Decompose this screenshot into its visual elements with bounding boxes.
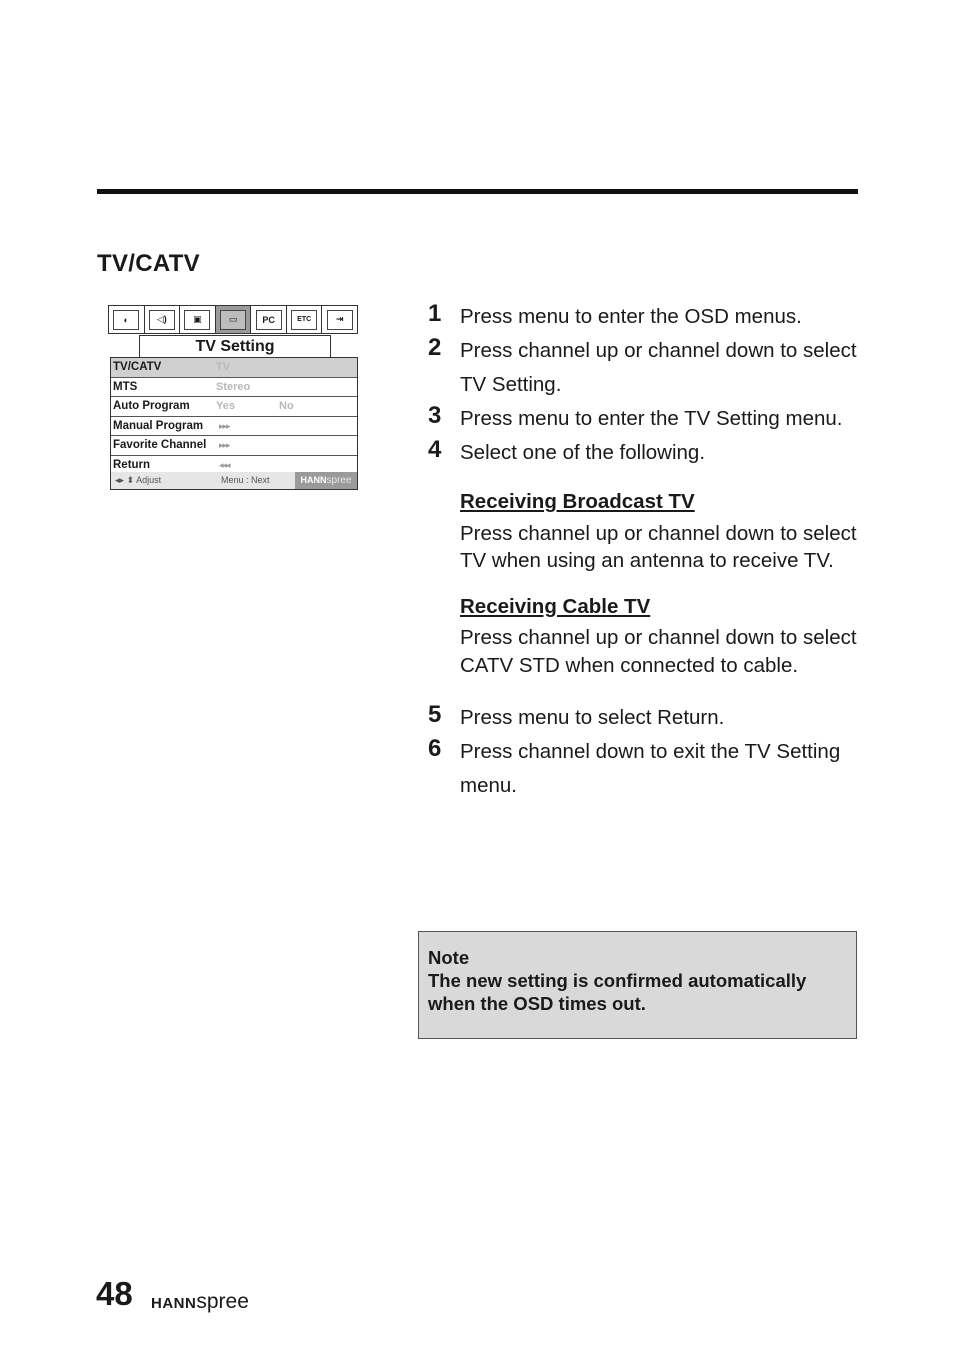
broadcast-section (460, 488, 858, 575)
osd-footer-adjust: ◂▸ ⬍ Adjust (115, 475, 162, 485)
page-number: 48 (96, 1275, 133, 1312)
picture-icon: ▣ (184, 310, 210, 330)
osd-icon-brightness (109, 306, 145, 333)
step-number: 3 (428, 402, 442, 429)
osd-icon-tv (216, 306, 252, 333)
osd-footer (111, 472, 357, 489)
note-title: Note (428, 947, 470, 968)
osd-tab-title: TV Setting (139, 335, 331, 357)
osd-menu-illustration (108, 305, 358, 490)
osd-row-label: Auto Program (113, 400, 190, 412)
audio-icon: ◁) (149, 310, 175, 330)
tv-icon: ▭ (220, 310, 246, 330)
osd-row-value-no: No (279, 400, 294, 412)
back-arrows-icon: ◂◂◂ (219, 459, 230, 470)
osd-icon-audio (145, 306, 181, 333)
osd-brand-bold: HANN (300, 475, 327, 485)
section-title: TV/CATV (97, 250, 200, 277)
osd-row-label: TV/CATV (113, 361, 162, 373)
step-text: Select one of the following. (460, 441, 706, 464)
osd-footer-menu: Menu : Next (221, 475, 270, 485)
osd-row-label: Favorite Channel (113, 439, 207, 451)
brightness-icon: ◐ (113, 310, 139, 330)
osd-icon-exit (322, 306, 357, 333)
osd-row-manual-program (111, 417, 357, 437)
cable-section (460, 593, 858, 680)
step-6 (428, 735, 858, 803)
osd-row-value: Stereo (216, 380, 251, 393)
steps-list (428, 300, 858, 803)
step-number: 1 (428, 300, 442, 327)
note-box (418, 931, 857, 1039)
step-4 (428, 436, 858, 470)
exit-icon: ⇥ (327, 310, 353, 330)
osd-row-label: MTS (113, 380, 138, 393)
osd-row-auto-program (111, 397, 357, 417)
forward-arrows-icon: ▸▸▸ (219, 420, 230, 431)
step-text: Press menu to enter the OSD menus. (460, 305, 802, 328)
broadcast-text: Press channel up or channel down to select TV when using an antenna to receive TV. (460, 521, 857, 572)
osd-row-value-yes: Yes (216, 400, 235, 412)
brand-light: spree (196, 1290, 249, 1313)
osd-row-label: Manual Program (113, 419, 204, 432)
osd-icon-bar (108, 305, 358, 334)
cable-text: Press channel up or channel down to select CATV STD when connected to cable. (460, 626, 857, 677)
footer-brand-logo (151, 1290, 249, 1314)
cable-heading: Receiving Cable TV (460, 594, 651, 618)
top-rule (97, 189, 858, 194)
osd-brand-light: spree (326, 475, 352, 486)
step-number: 4 (428, 436, 442, 463)
osd-panel (110, 357, 358, 490)
osd-footer-brand (295, 472, 357, 489)
step-text: Press menu to select Return. (460, 706, 725, 729)
osd-row-favorite-channel (111, 436, 357, 456)
osd-icon-pc (251, 306, 287, 333)
step-number: 2 (428, 334, 442, 361)
note-text: The new setting is confirmed automatically when the OSD times out. (428, 970, 807, 1014)
broadcast-heading: Receiving Broadcast TV (460, 490, 695, 513)
step-number: 5 (428, 701, 442, 728)
osd-row-mts (111, 378, 357, 398)
osd-icon-etc (287, 306, 323, 333)
step-text: Press channel up or channel down to select TV Setting. (460, 339, 857, 396)
brand-bold: HANN (151, 1295, 197, 1312)
step-text: Press menu to enter the TV Setting menu. (460, 407, 843, 430)
step-5 (428, 701, 858, 735)
step-text: Press channel down to exit the TV Setting menu. (460, 740, 841, 797)
osd-row-tvcatv (111, 358, 357, 378)
osd-row-value: TV (216, 361, 231, 373)
etc-icon: ETC (291, 310, 317, 330)
step-number: 6 (428, 735, 442, 762)
step-2 (428, 334, 858, 402)
step-1 (428, 300, 858, 334)
pc-icon: PC (256, 310, 282, 330)
forward-arrows-icon: ▸▸▸ (219, 440, 230, 450)
osd-row-label: Return (113, 458, 151, 471)
osd-icon-picture (180, 306, 216, 333)
step-3 (428, 402, 858, 436)
